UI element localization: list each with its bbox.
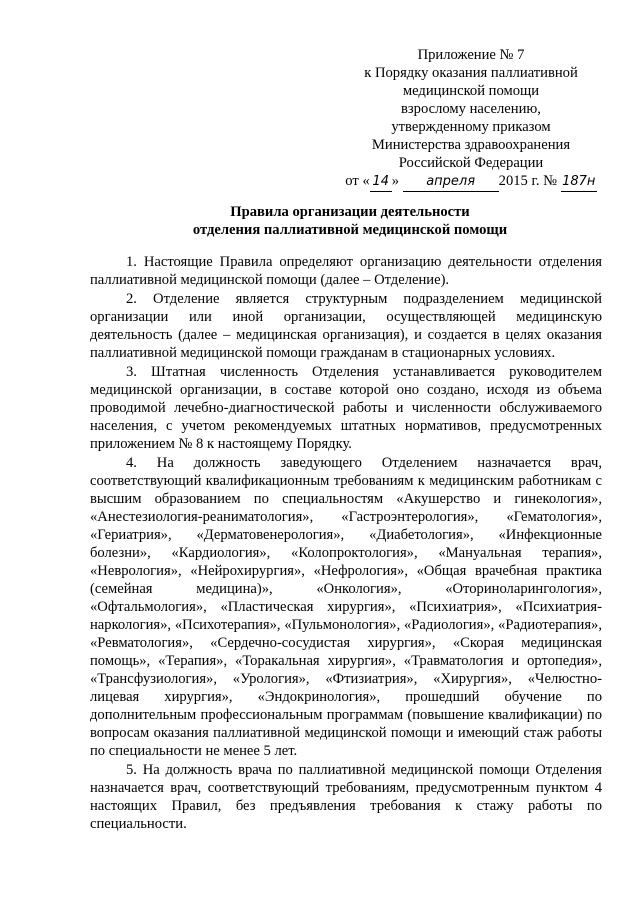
paragraph-1: 1. Настоящие Правила определяют организацию деятельности отделения паллиативной медицинской помощи (далее – Отделение). xyxy=(90,254,602,288)
appendix-line: взрослому населению, xyxy=(401,101,541,117)
paragraph-5: 5. На должность врача по паллиативной медицинской помощи Отделения назначается врач, соответствующий требованиям, предусмотренным пунктом 4 настоящих Правил, без предъявления требования к стажу работы по специальности. xyxy=(90,762,602,832)
order-number: 187н xyxy=(561,173,597,192)
paragraph-3: 3. Штатная численность Отделения устанавливается руководителем медицинской организации, в составе которой оно создано, исходя из объема проводимой лечебно-диагностической работы и численности обслуживаемого населения, с учетом рекомендуемых штатных нормативов, предусмотренных приложением № 8 к настоящему Порядку. xyxy=(90,364,602,452)
date-day: 14 xyxy=(370,173,392,192)
paragraph-2: 2. Отделение является структурным подразделением медицинской организации или иной организации, осуществляющей медицинскую деятельность (далее – медицинская организация), и создается в целях оказания паллиативной медицинской помощи гражданам в стационарных условиях. xyxy=(90,291,602,361)
title-line-2: отделения паллиативной медицинской помощи xyxy=(192,222,508,238)
title-line-1: Правила организации деятельности xyxy=(230,204,470,220)
appendix-header xyxy=(330,46,612,192)
appendix-line: утвержденному приказом xyxy=(391,119,551,135)
date-month: апреля xyxy=(403,173,499,192)
date-year: 2015 г. № xyxy=(498,173,558,189)
date-prefix: от « xyxy=(345,173,370,189)
order-date-line xyxy=(330,172,612,192)
paragraph-4: 4. На должность заведующего Отделением назначается врач, соответствующий квалификационным требованиям к медицинским работникам с высшим образованием по специальностям «Акушерство и гинекология», «Анестезиология-реаниматология», «Гастроэнтерология», «Гематология», «Гериатрия», «Дерматовенерология», «Диабетология», «Инфекционные болезни», «Кардиология», «Колопроктология», «Мануальная терапия», «Неврология», «Нейрохирургия», «Нефрология», «Общая врачебная практика (семейная медицина)», «Онкология», «Оториноларингология», «Офтальмология», «Пластическая хирургия», «Психиатрия», «Психиатрия-наркология», «Психотерапия», «Пульмонология», «Радиология», «Радиотерапия», «Ревматология», «Сердечно-сосудистая хирургия», «Скорая медицинская помощь», «Терапия», «Торакальная хирургия», «Травматология и ортопедия», «Трансфузиология», «Урология», «Фтизиатрия», «Хирургия», «Челюстно-лицевая хирургия», «Эндокринология», прошедший обучение по дополнительным профессиональным программам (повышение квалификации) по вопросам оказания паллиативной медицинской помощи и имеющий стаж работы по специальности не менее 5 лет. xyxy=(90,455,602,759)
appendix-line: Российской Федерации xyxy=(398,155,544,171)
document-body xyxy=(90,253,602,834)
appendix-line: Приложение № 7 xyxy=(417,47,525,63)
appendix-line: медицинской помощи xyxy=(402,83,540,99)
appendix-line: Министерства здравоохранения xyxy=(371,137,571,153)
document-title xyxy=(90,203,610,239)
date-mid: » xyxy=(391,173,399,189)
appendix-line: к Порядку оказания паллиативной xyxy=(364,65,578,81)
